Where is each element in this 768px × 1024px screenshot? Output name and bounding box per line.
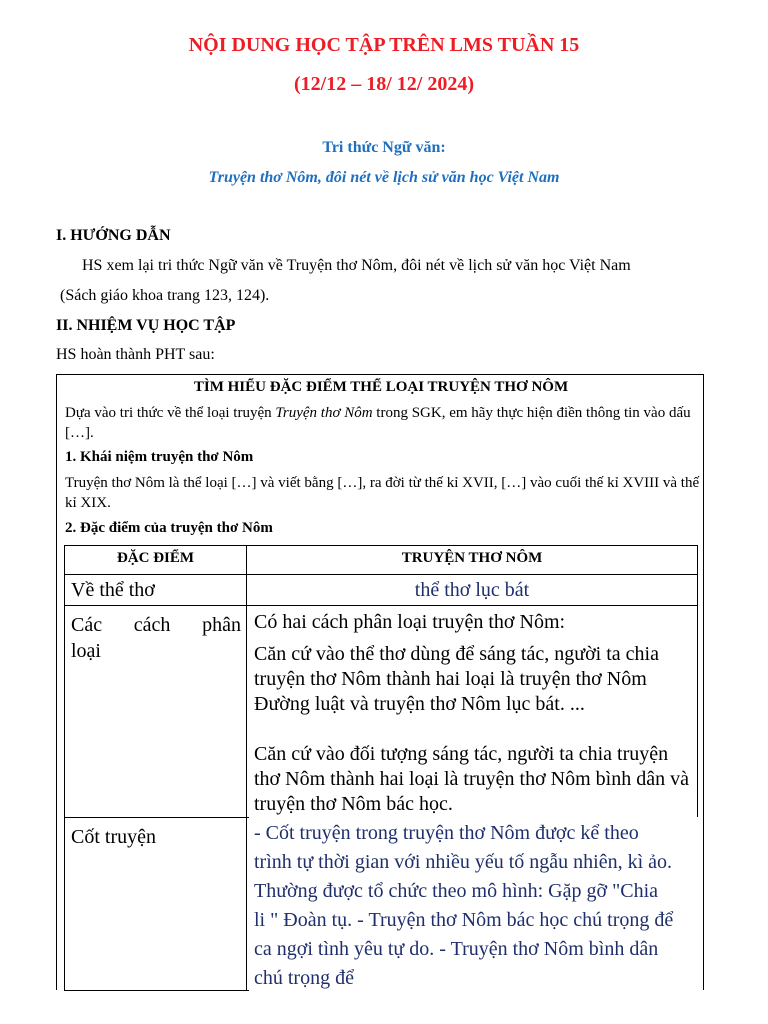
row-value-plot: - Cốt truyện trong truyện thơ Nôm được kể theo trình tự thời gian với nhiều yếu tố ngẫu nhiên, kì ảo. Thường được tổ chức theo mô hình: Gặp gỡ "Chia li " Đoàn tụ. - Truyện thơ Nôm bác học chú trọng để ca ngợi tình yêu tự do. - Truyện thơ Nôm bình dân chú trọng để xyxy=(254,822,674,989)
page-title: NỘI DUNG HỌC TẬP TRÊN LMS TUẦN 15 xyxy=(188,34,580,56)
col-header-feature: ĐẶC ĐIỂM xyxy=(116,550,195,566)
row-value-classify-para2: Căn cứ vào đối tượng sáng tác, người ta chia truyện thơ Nôm thành hai loại là truyện thơ Nôm bình dân và truyện thơ Nôm bác học. xyxy=(254,743,689,815)
row-label-plot: Cốt truyện xyxy=(71,826,156,848)
worksheet-title: TÌM HIỂU ĐẶC ĐIỂM THỂ LOẠI TRUYỆN THƠ NÔM xyxy=(193,379,569,395)
concept-text: Truyện thơ Nôm là thể loại […] và viết bằng […], ra đời từ thế kỉ XVII, […] vào cuối thế kỉ XVIII và thế kỉ XIX. xyxy=(65,475,700,511)
row-label-verse: Về thể thơ xyxy=(71,579,155,601)
row-value-classify-para1: Căn cứ vào thể thơ dùng để sáng tác, người ta chia truyện thơ Nôm thành hai loại là truyện thơ Nôm Đường luật và truyện thơ Nôm lục bát. ... xyxy=(254,643,659,715)
section1-text-line2: (Sách giáo khoa trang 123, 124). xyxy=(60,287,270,304)
worksheet-frame xyxy=(56,374,704,990)
date-range: (12/12 – 18/ 12/ 2024) xyxy=(294,73,474,95)
subtitle-topic: Truyện thơ Nôm, đôi nét về lịch sử văn học Việt Nam xyxy=(208,169,560,186)
section1-text-line1: HS xem lại tri thức Ngữ văn về Truyện thơ Nôm, đôi nét về lịch sử văn học Việt Nam xyxy=(82,257,631,274)
row-label-classify-cont: loại xyxy=(71,640,101,662)
section1-heading: I. HƯỚNG DẪN xyxy=(56,227,171,244)
row-label-classify: Các cách phân xyxy=(71,614,241,636)
row-value-verse: thể thơ lục bát xyxy=(414,579,530,601)
section2-heading: II. NHIỆM VỤ HỌC TẬP xyxy=(56,317,236,334)
row-value-classify-intro: Có hai cách phân loại truyện thơ Nôm: xyxy=(254,611,566,633)
features-heading: 2. Đặc điểm của truyện thơ Nôm xyxy=(65,520,273,536)
concept-heading: 1. Khái niệm truyện thơ Nôm xyxy=(65,449,254,465)
section2-text: HS hoàn thành PHT sau: xyxy=(56,346,215,363)
worksheet-intro: Dựa vào tri thức về thể loại truyện Truyện thơ Nôm trong SGK, em hãy thực hiện điền thông tin vào dấu […]. xyxy=(65,405,691,441)
col-header-story: TRUYỆN THƠ NÔM xyxy=(401,550,543,566)
subtitle: Tri thức Ngữ văn: xyxy=(322,139,446,156)
